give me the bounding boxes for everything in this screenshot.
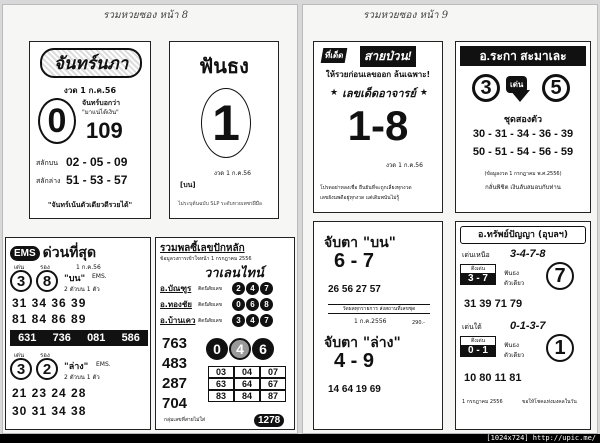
note: (ข้อมูลงวด 1 กรกฎาคม พ.ศ.2556) <box>484 171 562 177</box>
strip-number: 586 <box>121 332 140 344</box>
grid-cell: 63 <box>208 378 234 390</box>
card-ruam-phon <box>155 237 295 430</box>
mid-label: เด่น <box>506 76 527 93</box>
main-number: 109 <box>86 118 123 143</box>
title: อ.ระกา สะมาเละ <box>460 46 586 66</box>
top-label: เด่นเหนือ <box>462 251 490 259</box>
set-label: ชุดสองตัว <box>503 115 543 125</box>
digit-ball: 0 <box>232 298 245 311</box>
right-circle <box>542 74 570 102</box>
bottom-note: 2 ตัวบน 1 ตัว <box>64 374 100 381</box>
note-1: โปรดอย่าหลงเชื่อ ยืนยันที่จะถูกเลี่ยงทุกงวด <box>320 185 412 191</box>
card-sap-panya <box>455 221 591 430</box>
row-2: 50 - 51 - 54 - 56 - 59 <box>472 146 574 158</box>
bottom-sequence: 0-1-3-7 <box>510 320 546 332</box>
top-box-value: 3 - 7 <box>461 273 495 284</box>
footer-number: 1278 <box>254 414 284 427</box>
lead-label-2: เด่น <box>14 352 25 359</box>
name-row <box>160 314 292 327</box>
card-title: รวมพลซี้เลขปักหลัก <box>160 243 245 254</box>
bottom-box-value: 0 - 1 <box>461 345 495 356</box>
ems-badge: EMS <box>10 246 40 261</box>
grid-cell: 04 <box>234 366 260 378</box>
top-note: 2 ตัวบน 1 ตัว <box>64 286 100 293</box>
bottom-label: "ล่าง" <box>64 362 89 372</box>
title: สายป่วน! <box>360 46 416 67</box>
top-row: 26 56 27 57 <box>328 284 381 295</box>
digit: 1 <box>212 95 240 151</box>
grid-cell: 03 <box>208 366 234 378</box>
digit-ball: 7 <box>260 282 273 295</box>
bottom-ems: EMS. <box>96 361 111 368</box>
big-ball: 0 <box>206 338 228 360</box>
subtitle: ให้รวยก่อนเลขออก ล้นเฉพาะ! <box>325 70 431 79</box>
bottom-row: 14 64 19 69 <box>328 384 381 395</box>
strip-number: 631 <box>18 332 37 344</box>
top-flag: ฟันธง <box>504 270 519 277</box>
bottom-left-circle <box>10 358 32 380</box>
top-circle-digit: 7 <box>554 264 566 287</box>
brand-title: จันทร์นภา <box>53 53 129 74</box>
lucky-numbers: 1-8 <box>347 102 409 149</box>
row-1: 30 - 31 - 34 - 36 - 39 <box>472 128 574 140</box>
bottom-box-label: ตึงเด่น <box>470 338 486 344</box>
star-icon: ★ <box>419 88 428 98</box>
card-raka <box>455 41 591 213</box>
ribbon: วัดผลทุกรายการ ส่งสถานที่เลขชุด <box>328 304 430 314</box>
right-digit: 5 <box>550 76 562 99</box>
brand-title: ฟันธง <box>199 54 249 78</box>
watermark-text: [1024x724] http://upic.me/ <box>486 434 596 442</box>
card-subtitle: ข้อมูลวงการเข้าใจหน้า 1 กรกฎาคม 2556 <box>160 256 252 262</box>
banner-text: เลขเด็ดอาจารย์ <box>342 87 416 100</box>
digit-ball: 6 <box>246 298 259 311</box>
strip-number: 081 <box>87 332 106 344</box>
second-label-2: รอง <box>40 352 50 359</box>
ball-row <box>206 338 274 360</box>
grid-cell: 84 <box>234 390 260 402</box>
top-row: 31 39 71 79 <box>464 298 523 310</box>
footer-text: กลุ่มเลขที่สายไม่ใส่ <box>164 417 205 423</box>
card-ems <box>5 237 151 430</box>
badge: ที่เด็ด <box>321 48 348 63</box>
ems-heading <box>10 242 96 264</box>
name-tag: ติดนิสัยเลข <box>198 317 223 324</box>
top-right-circle <box>36 270 58 292</box>
name-row <box>160 298 292 311</box>
draw-date: งวด 1 ก.ค.56 <box>63 86 117 95</box>
grid-cell: 87 <box>260 390 286 402</box>
note-2: กลั่นพิชิต เงินลับสมอบกับท่าน <box>485 184 561 191</box>
bottom-circle <box>546 334 574 362</box>
brand-badge <box>40 48 142 78</box>
digit-ball: 7 <box>260 314 273 327</box>
bottom-title: จับตา "ล่าง" <box>324 335 401 351</box>
top-sequence: 3-4-7-8 <box>510 248 546 260</box>
grid-cell: 64 <box>234 378 260 390</box>
draw-date: 1 ก.ค.2556 <box>354 318 387 325</box>
left-page-header: รวมหวยซอง หน้า 8 <box>103 10 189 21</box>
number-strip <box>10 330 148 346</box>
top-left-digit: 3 <box>16 272 26 290</box>
left-number: 704 <box>162 395 188 412</box>
draw-date: งวด 1 ก.ค.56 <box>214 170 251 177</box>
bottom-right-digit: 2 <box>42 360 52 378</box>
grid-cell: 83 <box>208 390 234 402</box>
note: ขอให้โชคแห่งมงคลในวัน <box>522 399 577 405</box>
top-row-1: 31 34 36 39 <box>12 296 87 310</box>
lead-label: เด่น <box>14 264 25 271</box>
top-box-label: ตึงเด่น <box>470 266 486 272</box>
top-label: "บน" <box>64 274 86 284</box>
top-left-circle <box>10 270 32 292</box>
draw-date: งวด 1 ก.ค.56 <box>386 162 423 169</box>
watermark-bar <box>0 434 600 443</box>
sub-note: "มาแน่ได้เงิน" <box>82 109 119 116</box>
second-label: รอง <box>40 264 50 271</box>
bottom-label: สลักล่าง <box>36 177 61 185</box>
position-label: [บน] <box>180 181 196 189</box>
card-sai-puan <box>313 41 443 213</box>
top-row-2: 81 84 86 89 <box>12 312 87 326</box>
grid-cell: 67 <box>260 378 286 390</box>
digit-ball: 2 <box>232 282 245 295</box>
left-number: 287 <box>162 375 188 392</box>
strip-number: 736 <box>52 332 71 344</box>
top-numbers: 02 - 05 - 09 <box>66 155 128 169</box>
name-row <box>160 282 292 295</box>
arrow-down-icon <box>510 90 530 102</box>
note-2: เลขยังนพดีอยู่ทุกงวด แต่เดิมพนันไม่รู้ <box>320 195 400 201</box>
top-right-digit: 8 <box>42 272 52 290</box>
grid-cell: 07 <box>260 366 286 378</box>
top-ems: EMS. <box>92 273 107 280</box>
banner <box>320 84 438 102</box>
bottom-circle-digit: 1 <box>554 336 566 359</box>
card-jap-ta <box>313 221 443 430</box>
big-digit-circle <box>38 98 76 144</box>
bottom-big: 4 - 9 <box>334 350 375 372</box>
card-brand: วาเลนไทน์ <box>204 266 264 281</box>
name-label: อ.ทองชัย <box>160 300 192 309</box>
bottom-row: 10 80 11 81 <box>464 372 522 384</box>
top-big: 6 - 7 <box>334 250 375 272</box>
top-flag-2: ตัวเดียว <box>504 280 525 287</box>
digit-ball: 3 <box>232 314 245 327</box>
top-title: จับตา "บน" <box>324 235 396 251</box>
name-label: อ.บ้านเคว <box>160 316 196 325</box>
left-number: 483 <box>162 355 188 372</box>
bottom-flag: ฟันธง <box>504 342 519 349</box>
star-icon: ★ <box>330 88 339 98</box>
card-chan-napha <box>29 41 151 219</box>
right-page-header: รวมหวยซอง หน้า 9 <box>363 10 449 21</box>
name-tag: ติดนิสัยเลข <box>198 285 223 292</box>
bottom-numbers: 51 - 53 - 57 <box>66 173 128 187</box>
title: อ.ทรัพย์ปัญญา (อุบลฯ) <box>460 226 586 244</box>
big-ball: 6 <box>252 338 274 360</box>
sub-title: จันทร์บอกว่า <box>82 99 121 107</box>
left-page <box>2 4 298 434</box>
left-number: 763 <box>162 335 188 352</box>
digit-ball: 8 <box>260 298 273 311</box>
top-box <box>460 264 496 285</box>
left-numbers <box>162 334 187 414</box>
big-ball: 4 <box>229 338 251 360</box>
bottom-right-circle <box>36 358 58 380</box>
date-note: 1 กรกฎาคม 2556 <box>462 399 503 405</box>
digit-circle <box>201 88 251 158</box>
footnote: ไม่ระบุต้นฉบับ SLP ระดับหวยเพชรฝีมือ <box>178 201 263 207</box>
bottom-row-1: 21 23 24 28 <box>12 386 87 400</box>
bottom-flag-2: ตัวเดียว <box>504 352 525 359</box>
number-grid <box>208 366 286 402</box>
digit-ball: 4 <box>246 314 259 327</box>
bottom-label: เด่นใต้ <box>462 323 482 331</box>
slogan: "จันทร์เน้นตัวเดียวดีรวยได้" <box>47 201 133 209</box>
price: 290.- <box>412 320 425 326</box>
top-label: สลักบน <box>36 159 59 167</box>
name-tag: ติดนิสัยเลข <box>198 301 223 308</box>
bottom-left-digit: 3 <box>16 360 26 378</box>
bottom-row-2: 30 31 34 38 <box>12 404 87 418</box>
digit-ball: 4 <box>246 282 259 295</box>
card-fan-thong <box>169 41 279 219</box>
draw-date: 1 ก.ค.56 <box>76 264 101 271</box>
left-circle <box>472 74 500 102</box>
name-label: อ.บัณฑูร <box>160 284 192 293</box>
ems-title: ด่วนที่สุด <box>42 245 97 261</box>
right-page <box>302 4 598 434</box>
bottom-box <box>460 336 496 357</box>
left-digit: 3 <box>480 76 492 99</box>
big-digit: 0 <box>47 101 67 140</box>
top-circle <box>546 262 574 290</box>
